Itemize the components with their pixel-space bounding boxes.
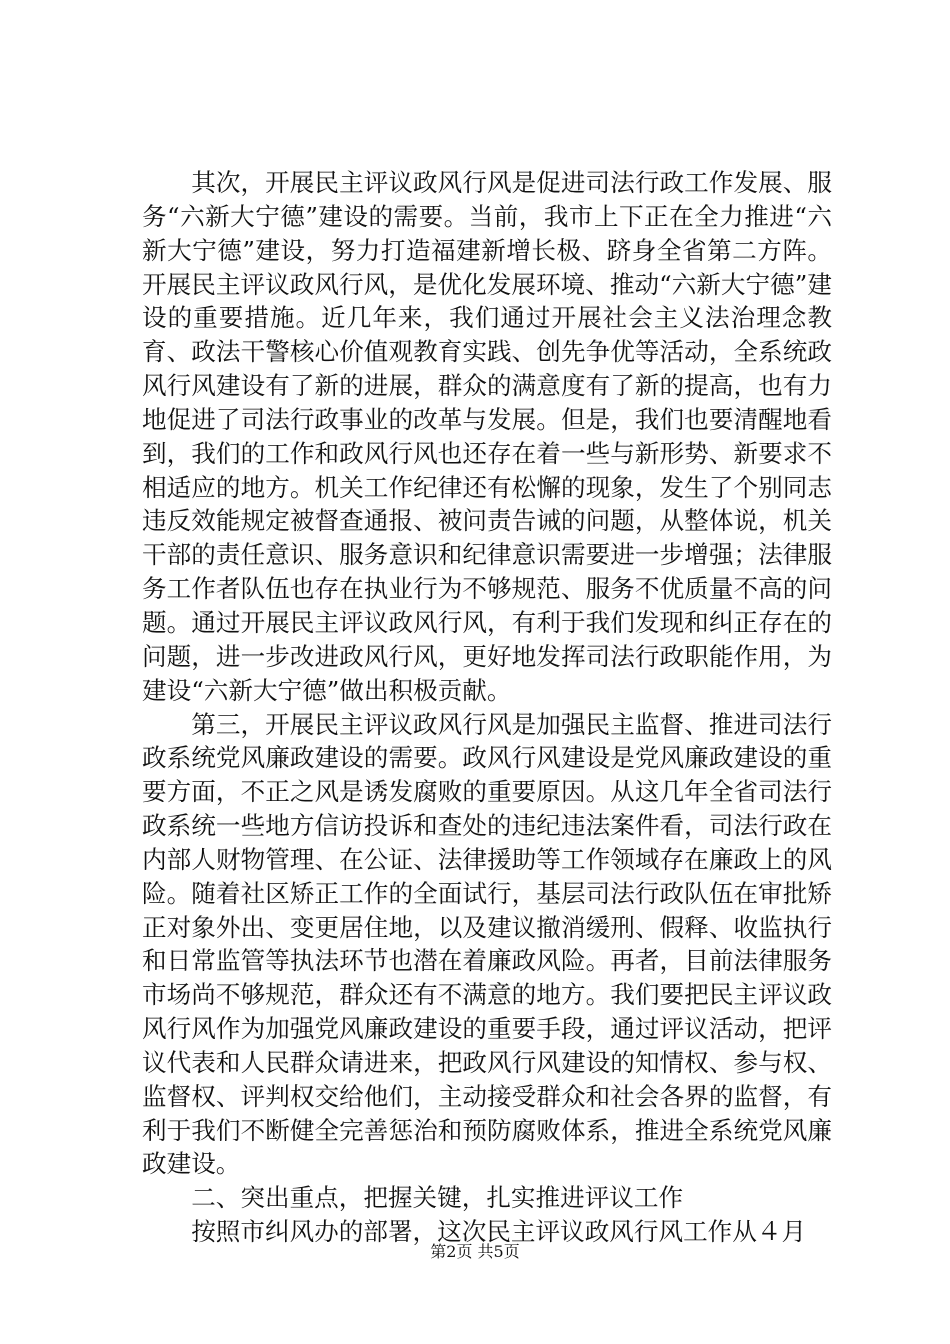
paragraph-second-point: 其次，开展民主评议政风行风是促进司法行政工作发展、服务“六新大宁德”建设的需要。当前，我市上下正在全力推进“六新大宁德”建设，努力打造福建新增长极、跻身全省第二方阵。开展民主评议政风行风，是优化发展环境、推动“六新大宁德”建设的重要措施。近几年来，我们通过开展社会主义法治理念教育、政法干警核心价值观教育实践、创先争优等活动，全系统政风行风建设有了新的进展，群众的满意度有了新的提高，也有力地促进了司法行政事业的改革与发展。但是，我们也要清醒地看到，我们的工作和政风行风也还存在着一些与新形势、新要求不相适应的地方。机关工作纪律还有松懈的现象，发生了个别同志违反效能规定被督查通报、被问责告诫的问题，从整体说，机关干部的责任意识、服务意识和纪律意识需要进一步增强；法律服务工作者队伍也存在执业行为不够规范、服务不优质量不高的问题。通过开展民主评议政风行风，有利于我们发现和纠正存在的问题，进一步改进政风行风，更好地发挥司法行政职能作用，为建设“六新大宁德”做出积极贡献。 [142,168,832,705]
paragraph-section-start: 按照市纠风办的部署，这次民主评议政风行风工作从４月 [191,1217,807,1247]
section-heading: 二、突出重点，把握关键，扎实推进评议工作 [191,1183,684,1213]
page-number: 第2页 共5页 [430,1242,520,1261]
paragraph-third-point: 第三，开展民主评议政风行风是加强民主监督、推进司法行政系统党风廉政建设的需要。政风行风建设是党风廉政建设的重要方面，不正之风是诱发腐败的重要原因。从这几年全省司法行政系统一些地方信访投诉和查处的违纪违法案件看，司法行政在内部人财物管理、在公证、法律援助等工作领域存在廉政上的风险。随着社区矫正工作的全面试行，基层司法行政队伍在审批矫正对象外出、变更居住地，以及建议撤消缓刑、假释、收监执行和日常监管等执法环节也潜在着廉政风险。再者，目前法律服务市场尚不够规范，群众还有不满意的地方。我们要把民主评议政风行风作为加强党风廉政建设的重要手段，通过评议活动，把评议代表和人民群众请进来，把政风行风建设的知情权、参与权、监督权、评判权交给他们，主动接受群众和社会各界的监督，有利于我们不断健全完善惩治和预防腐败体系，推进全系统党风廉政建设。 [142,709,832,1179]
page-footer [0,1242,950,1262]
body-text [142,166,832,1249]
